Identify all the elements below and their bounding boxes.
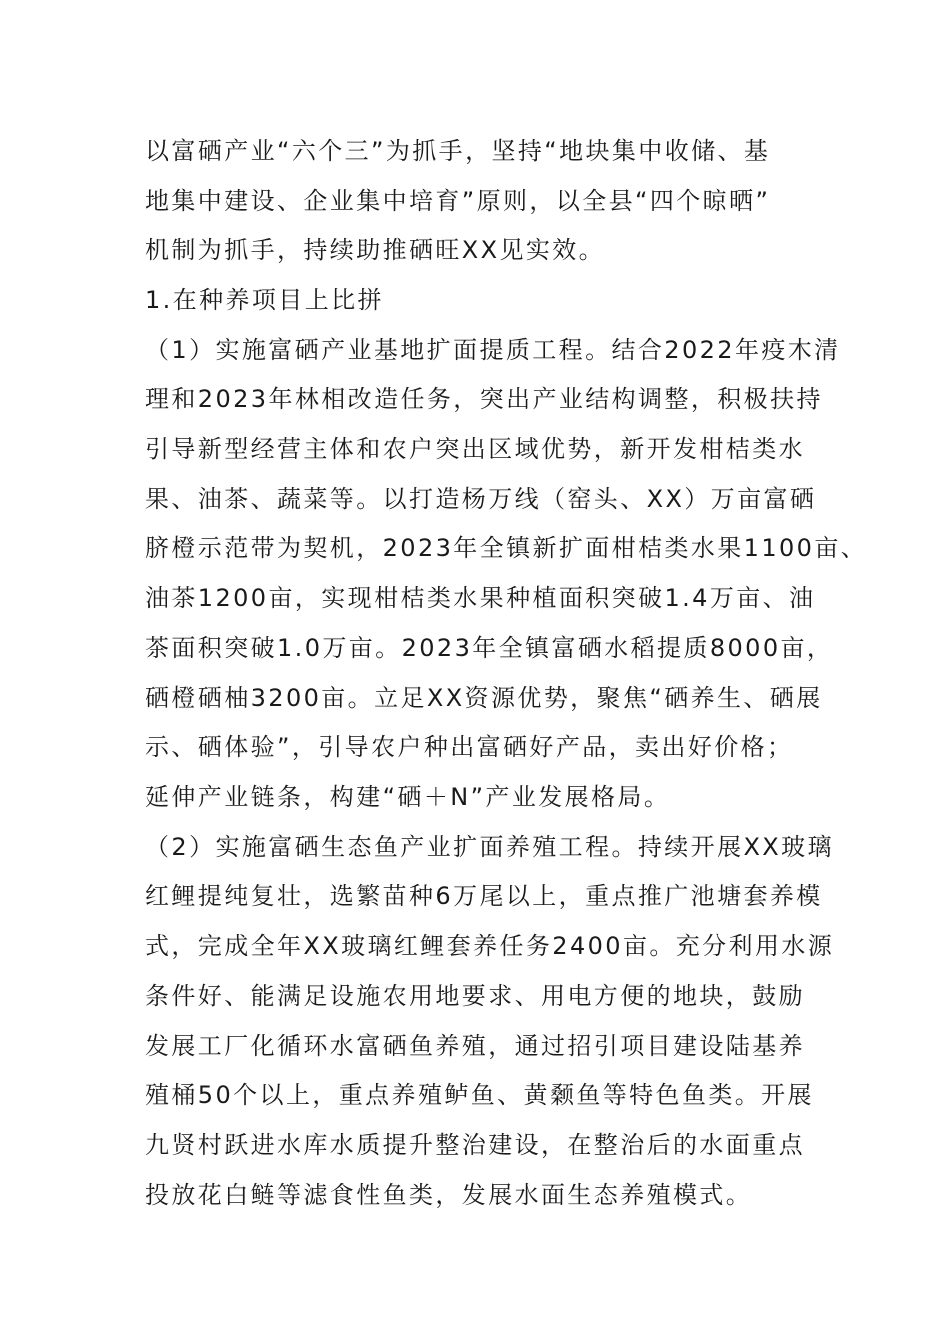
- text-line: 条件好、能满足设施农用地要求、用电方便的地块，鼓励: [145, 982, 805, 1010]
- text-line: 殖桶50个以上，重点养殖鲈鱼、黄颡鱼等特色鱼类。开展: [145, 1081, 814, 1109]
- text-line: 理和2023年林相改造任务，突出产业结构调整，积极扶持: [145, 385, 823, 413]
- text-line: 地集中建设、企业集中培育”原则，以全县“四个晾晒”: [145, 187, 771, 215]
- text-line: 果、油茶、蔬菜等。以打造杨万线（窑头、XX）万亩富硒: [145, 485, 817, 513]
- text-line: 脐橙示范带为契机，2023年全镇新扩面柑桔类水果1100亩、: [145, 534, 868, 562]
- text-line: 茶面积突破1.0万亩。2023年全镇富硒水稻提质8000亩，: [145, 634, 834, 662]
- text-line: 式，完成全年XX玻璃红鲤套养任务2400亩。充分利用水源: [145, 932, 835, 960]
- text-line: 机制为抓手，持续助推硒旺XX见实效。: [145, 236, 606, 264]
- text-line: 引导新型经营主体和农户突出区域优势，新开发柑桔类水: [145, 435, 805, 463]
- section-heading: 1.在种养项目上比拼: [145, 286, 384, 314]
- text-line: 发展工厂化循环水富硒鱼养殖，通过招引项目建设陆基养: [145, 1032, 805, 1060]
- text-line: 红鲤提纯复壮，选繁苗种6万尾以上，重点推广池塘套养模: [145, 882, 823, 910]
- text-line: 油茶1200亩，实现柑桔类水果种植面积突破1.4万亩、油: [145, 584, 816, 612]
- text-line: （1）实施富硒产业基地扩面提质工程。结合2022年疫木清: [145, 336, 841, 364]
- text-line: 以富硒产业“六个三”为抓手，坚持“地块集中收储、基: [145, 137, 771, 165]
- text-line: 投放花白鲢等滤食性鱼类，发展水面生态养殖模式。: [145, 1181, 753, 1209]
- text-line: 硒橙硒柚3200亩。立足XX资源优势，聚焦“硒养生、硒展: [145, 684, 823, 712]
- text-line: 延伸产业链条，构建“硒＋N”产业发展格局。: [145, 783, 671, 811]
- text-line: 九贤村跃进水库水质提升整治建设，在整治后的水面重点: [145, 1131, 805, 1159]
- text-line: （2）实施富硒生态鱼产业扩面养殖工程。持续开展XX玻璃: [145, 833, 834, 861]
- text-line: 示、硒体验”，引导农户种出富硒好产品，卖出好价格；: [145, 733, 794, 761]
